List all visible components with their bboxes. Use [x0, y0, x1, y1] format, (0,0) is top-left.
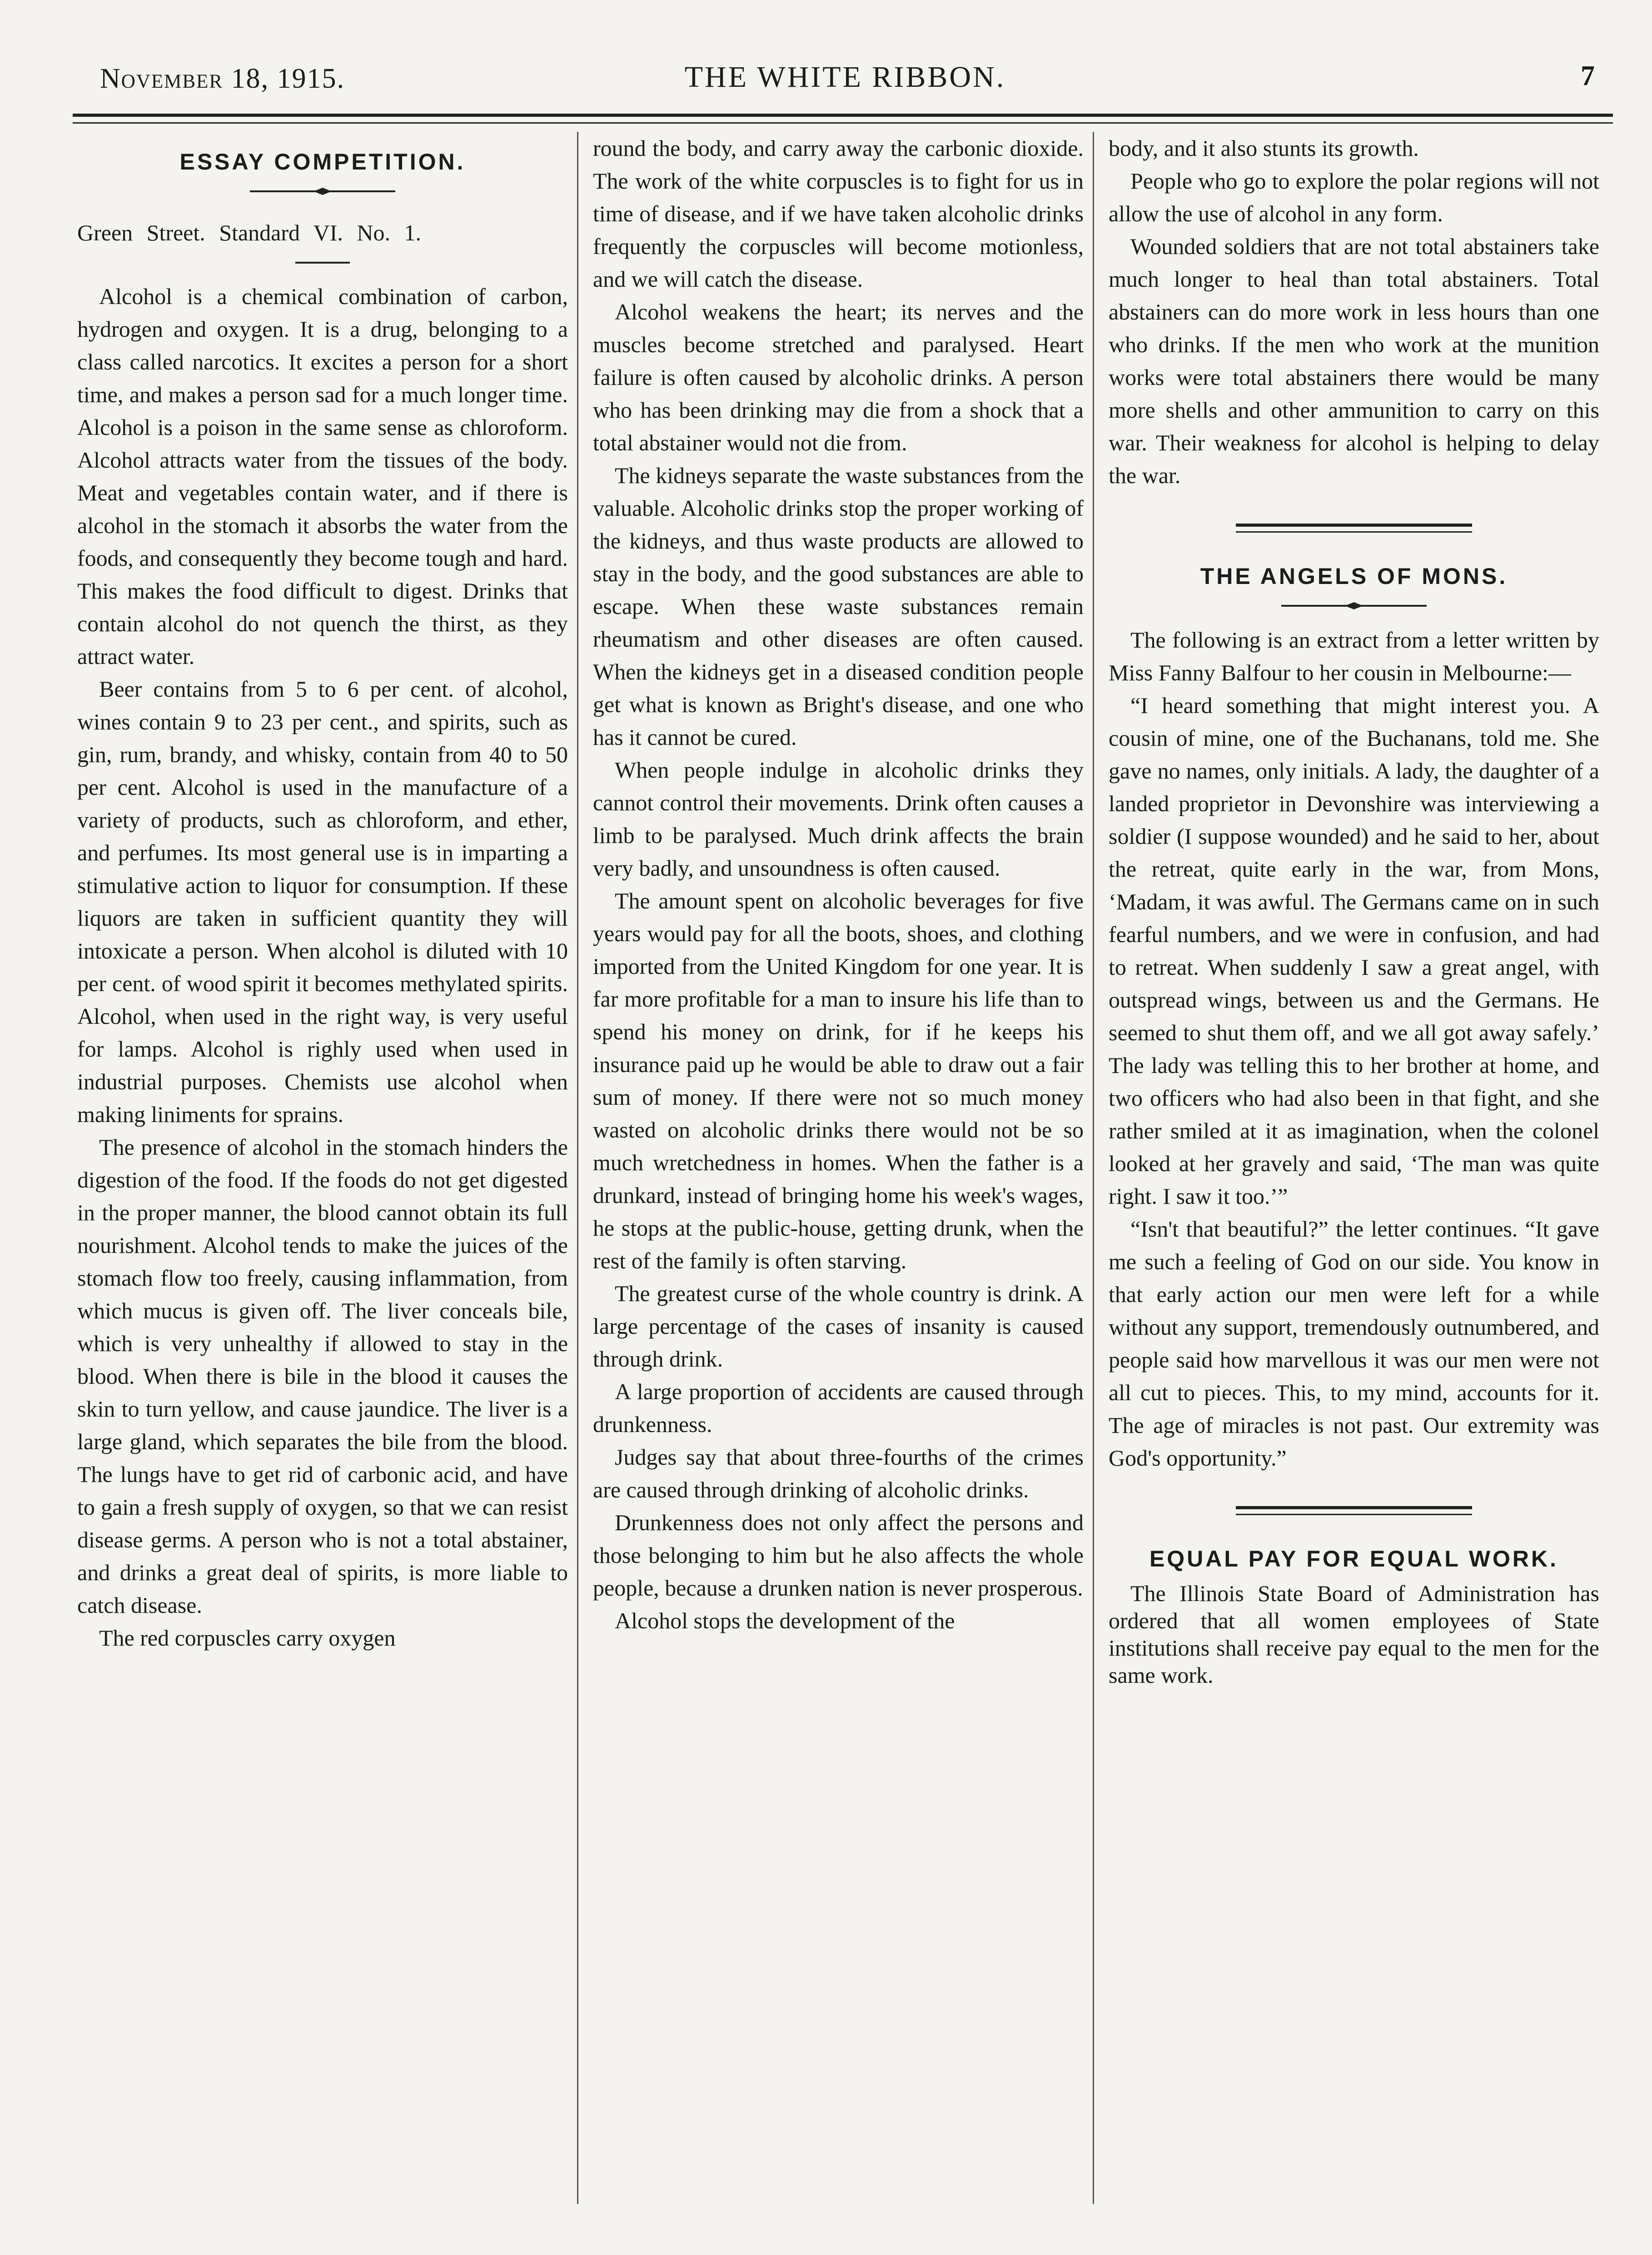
- column-1: [77, 132, 568, 2204]
- essay-subheading: Green Street. Standard VI. No. 1.: [77, 220, 421, 245]
- section-divider: [1236, 1506, 1472, 1515]
- angels-heading: THE ANGELS OF MONS.: [1200, 564, 1508, 589]
- essay-paragraph: Alcohol stops the development of the: [615, 1608, 955, 1633]
- essay-paragraph: The amount spent on alcoholic beverages for five years would pay for all the boots, shoes, and clothing imported from the United Kingdom for one year. It is far more profitable for a man to insure his life than to spend his money on drink, for if he keeps his insurance paid up he would be able to draw out a fair sum of money. If there were not so much money wasted on alcoholic drinks there would not be so much wretchedness in homes. When the father is a drunkard, instead of bringing home his week's wages, he stops at the public-house, getting drunk, when the rest of the family is often starving.: [593, 888, 1084, 1273]
- essay-heading: ESSAY COMPETITION.: [179, 149, 466, 175]
- ornament-rule-icon: [1277, 599, 1431, 613]
- essay-paragraph: A large proportion of accidents are caused through drunkenness.: [593, 1379, 1084, 1437]
- section-divider: [1236, 524, 1472, 533]
- masthead-rule: [73, 114, 1613, 124]
- essay-paragraph: The presence of alcohol in the stomach hinders the digestion of the food. If the foods do not get digested in the proper manner, the blood cannot obtain its full nourishment. Alcohol tends to make the juices of the stomach flow too freely, causing inflammation, from which mucus is given off. The liver conceals bile, which is very unhealthy if allowed to stay in the blood. When there is bile in the blood it causes the skin to turn yellow, and cause jaundice. The liver is a large gland, which separates the bile from the blood. The lungs have to get rid of carbonic acid, and have to gain a fresh supply of oxygen, so that we can resist disease germs. A person who is not a total abstainer, and drinks a great deal of spirits, is more liable to catch disease.: [77, 1134, 568, 1618]
- essay-paragraph: body, and it also stunts its growth.: [1109, 135, 1419, 161]
- essay-paragraph: When people indulge in alcoholic drinks they cannot control their movements. Drink often causes a limb to be paralysed. Much drink affects the brain very badly, and unsoundness is often caused.: [593, 757, 1084, 881]
- essay-paragraph: Judges say that about three-fourths of the crimes are caused through drinking of alcoholic drinks.: [593, 1444, 1084, 1502]
- column-3: [1109, 132, 1599, 2204]
- newspaper-title: THE WHITE RIBBON.: [684, 60, 1006, 94]
- page-number: 7: [1581, 60, 1595, 91]
- essay-paragraph: Wounded soldiers that are not total abstainers take much longer to heal than total abstainers. Total abstainers can do more work in less hours than one who drinks. If the men who work at the munition works were total abstainers there would be many more shells and other ammunition to carry on this war. Their weakness for alcohol is helping to delay the war.: [1109, 234, 1599, 488]
- essay-paragraph: The kidneys separate the waste substances from the valuable. Alcoholic drinks stop the proper working of the kidneys, and thus waste products are allowed to stay in the body, and the good substances are able to escape. When these waste substances remain rheumatism and other diseases are often caused. When the kidneys get in a diseased condition people get what is known as Bright's disease, and one who has it cannot be cured.: [593, 463, 1084, 750]
- essay-paragraph: The greatest curse of the whole country is drink. A large percentage of the cases of insanity is caused through drink.: [593, 1281, 1084, 1372]
- ornament-rule-icon: [245, 185, 400, 198]
- masthead: [77, 54, 1613, 104]
- column-divider-1: [577, 132, 578, 2204]
- essay-paragraph: The red corpuscles carry oxygen: [99, 1625, 396, 1651]
- essay-paragraph: round the body, and carry away the carbonic dioxide. The work of the white corpuscles is to fight for us in time of disease, and if we have taken alcoholic drinks frequently the corpuscles will become motionless, and we will catch the disease.: [593, 135, 1084, 292]
- essay-paragraph: Alcohol is a chemical combination of carbon, hydrogen and oxygen. It is a drug, belonging to a class called narcotics. It excites a person for a short time, and makes a person sad for a much longer time. Alcohol is a poison in the same sense as chloroform. Alcohol attracts water from the tissues of the body. Meat and vegetables contain water, and if there is alcohol in the stomach it absorbs the water from the foods, and consequently they become tough and hard. This makes the food difficult to digest. Drinks that contain alcohol do not quench the thirst, as they attract water.: [77, 284, 568, 669]
- essay-paragraph: People who go to explore the polar regions will not allow the use of alcohol in any form.: [1109, 168, 1599, 226]
- angels-paragraph: “Isn't that beautiful?” the letter continues. “It gave me such a feeling of God on our side. You know in that early action our men were left for a while without any support, tremendously outnumbered, and people said how marvellous it was our men were not all cut to pieces. This, to my mind, accounts for it. The age of miracles is not past. Our extremity was God's opportunity.”: [1109, 1216, 1599, 1471]
- angels-paragraph: The following is an extract from a letter written by Miss Fanny Balfour to her cousin in Melbourne:—: [1109, 627, 1599, 685]
- column-2: [593, 132, 1084, 2204]
- essay-paragraph: Alcohol weakens the heart; its nerves and the muscles become stretched and paralysed. Heart failure is often caused by alcoholic drinks. A person who has been drinking may die from a shock that a total abstainer would not die from.: [593, 299, 1084, 455]
- issue-date: November 18, 1915.: [100, 63, 345, 94]
- column-divider-2: [1093, 132, 1094, 2204]
- essay-paragraph: Beer contains from 5 to 6 per cent. of alcohol, wines contain 9 to 23 per cent., and spirits, such as gin, rum, brandy, and whisky, contain from 40 to 50 per cent. Alcohol is used in the manufacture of a variety of products, such as chloroform, and ether, and perfumes. Its most general use is in imparting a stimulative action to liquor for consumption. If these liquors are taken in sufficient quantity they will intoxicate a person. When alcohol is diluted with 10 per cent. of wood spirit it becomes methylated spirits. Alcohol, when used in the right way, is very useful for lamps. Alcohol is righly used when used in industrial purposes. Chemists use alcohol when making liniments for sprains.: [77, 676, 568, 1127]
- angels-paragraph: “I heard something that might interest you. A cousin of mine, one of the Buchanans, told me. She gave no names, only initials. A lady, the daughter of a landed proprietor in Devonshire was interviewing a soldier (I suppose wounded) and he said to her, about the retreat, quite early in the war, from Mons, ‘Madam, it was awful. The Germans came on in such fearful numbers, and we were in confusion, and had to retreat. When suddenly I saw a great angel, with outspread wings, between us and the Germans. He seemed to shut them off, and we all got away safely.’ The lady was telling this to her brother at home, and two officers who had also been in that fight, and she rather smiled at it as imagination, when the colonel looked at her gravely and said, ‘The man was quite right. I saw it too.’”: [1109, 693, 1599, 1209]
- short-rule: [295, 262, 350, 264]
- equal-pay-paragraph: The Illinois State Board of Administration has ordered that all women employees of State institutions shall receive pay equal to the men for the same work.: [1109, 1581, 1599, 1688]
- essay-paragraph: Drunkenness does not only affect the persons and those belonging to him but he also affects the whole people, because a drunken nation is never prosperous.: [593, 1510, 1084, 1601]
- equal-pay-heading: EQUAL PAY FOR EQUAL WORK.: [1149, 1546, 1559, 1572]
